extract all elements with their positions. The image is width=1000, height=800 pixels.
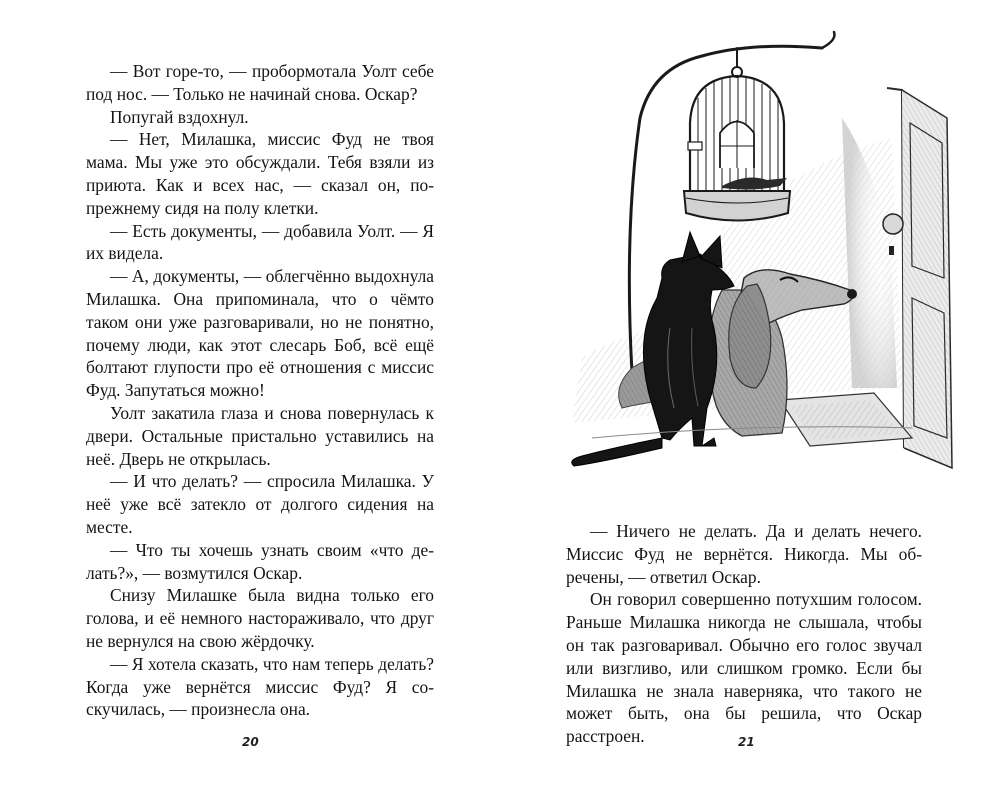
door-knob-icon [883, 214, 903, 234]
right-page-text [566, 520, 922, 748]
black-dog-icon [572, 232, 734, 466]
paragraph: — Вот горе-то, — пробормотала Уолт себе под нос. — Только не начинай снова. Оскар? [86, 61, 434, 104]
paragraph: Уолт закатила глаза и снова повернулась к двери. Остальные пристально уставились на неё. Дверь не открылась. [86, 402, 434, 469]
right-page [500, 0, 1000, 800]
paragraph: — Нет, Милашка, миссис Фуд не твоя мама. Мы уже это обсуждали. Тебя взяли из приюта. Как и всех нас, — сказал он, попрежнему сидя на полу клетки. [86, 129, 434, 218]
birdcage-icon [684, 67, 790, 221]
paragraph: Снизу Милашке была видна только его голова, и её немного настораживало, что друг не вернулся на свою жёрдочку. [86, 585, 434, 651]
paragraph: — А, документы, — облегчённо выдохнула Милашка. Она припоминала, что о чёмто таком они уже разговаривали, но не понятно, почему люди, как этот слесарь Боб, всё ещё болтают глупости про её отношения с миссис Фуд. Запутаться можно! [86, 266, 434, 401]
page-number: 21 [738, 735, 755, 749]
illustration-dogs-and-birdcage [552, 28, 962, 478]
parrot-icon [722, 178, 787, 190]
paragraph: — Есть документы, — добавила Уолт. — Я их видела. [86, 220, 434, 264]
paragraph: — Я хотела сказать, что нам теперь делать? Когда уже вернётся миссис Фуд? Я соскучилась, — произнесла она. [86, 653, 434, 720]
paragraph: — Ничего не делать. Да и делать нечего. Миссис Фуд не вернётся. Никогда. Мы обречены, — ответил Оскар. [566, 521, 922, 587]
paragraph: — И что делать? — спросила Милашка. У неё уже всё затекло от долгого сидения на месте. [86, 471, 434, 537]
paragraph: Попугай вздохнул. [110, 106, 249, 127]
page-number: 20 [242, 735, 259, 749]
paragraph: Он говорил совершенно потухшим голосом. Раньше Милашка никогда не слышала, чтобы он так разговаривал. Обычно его голос звучал или визгливо, или слишком громко. Если бы Милашка не знала наверняка, что такого не может быть, она бы решила, что Оскар расстроен. [566, 589, 922, 747]
left-page-text [86, 60, 434, 721]
paragraph: — Что ты хочешь узнать своим «что делать?», — возмутился Оскар. [86, 539, 434, 583]
